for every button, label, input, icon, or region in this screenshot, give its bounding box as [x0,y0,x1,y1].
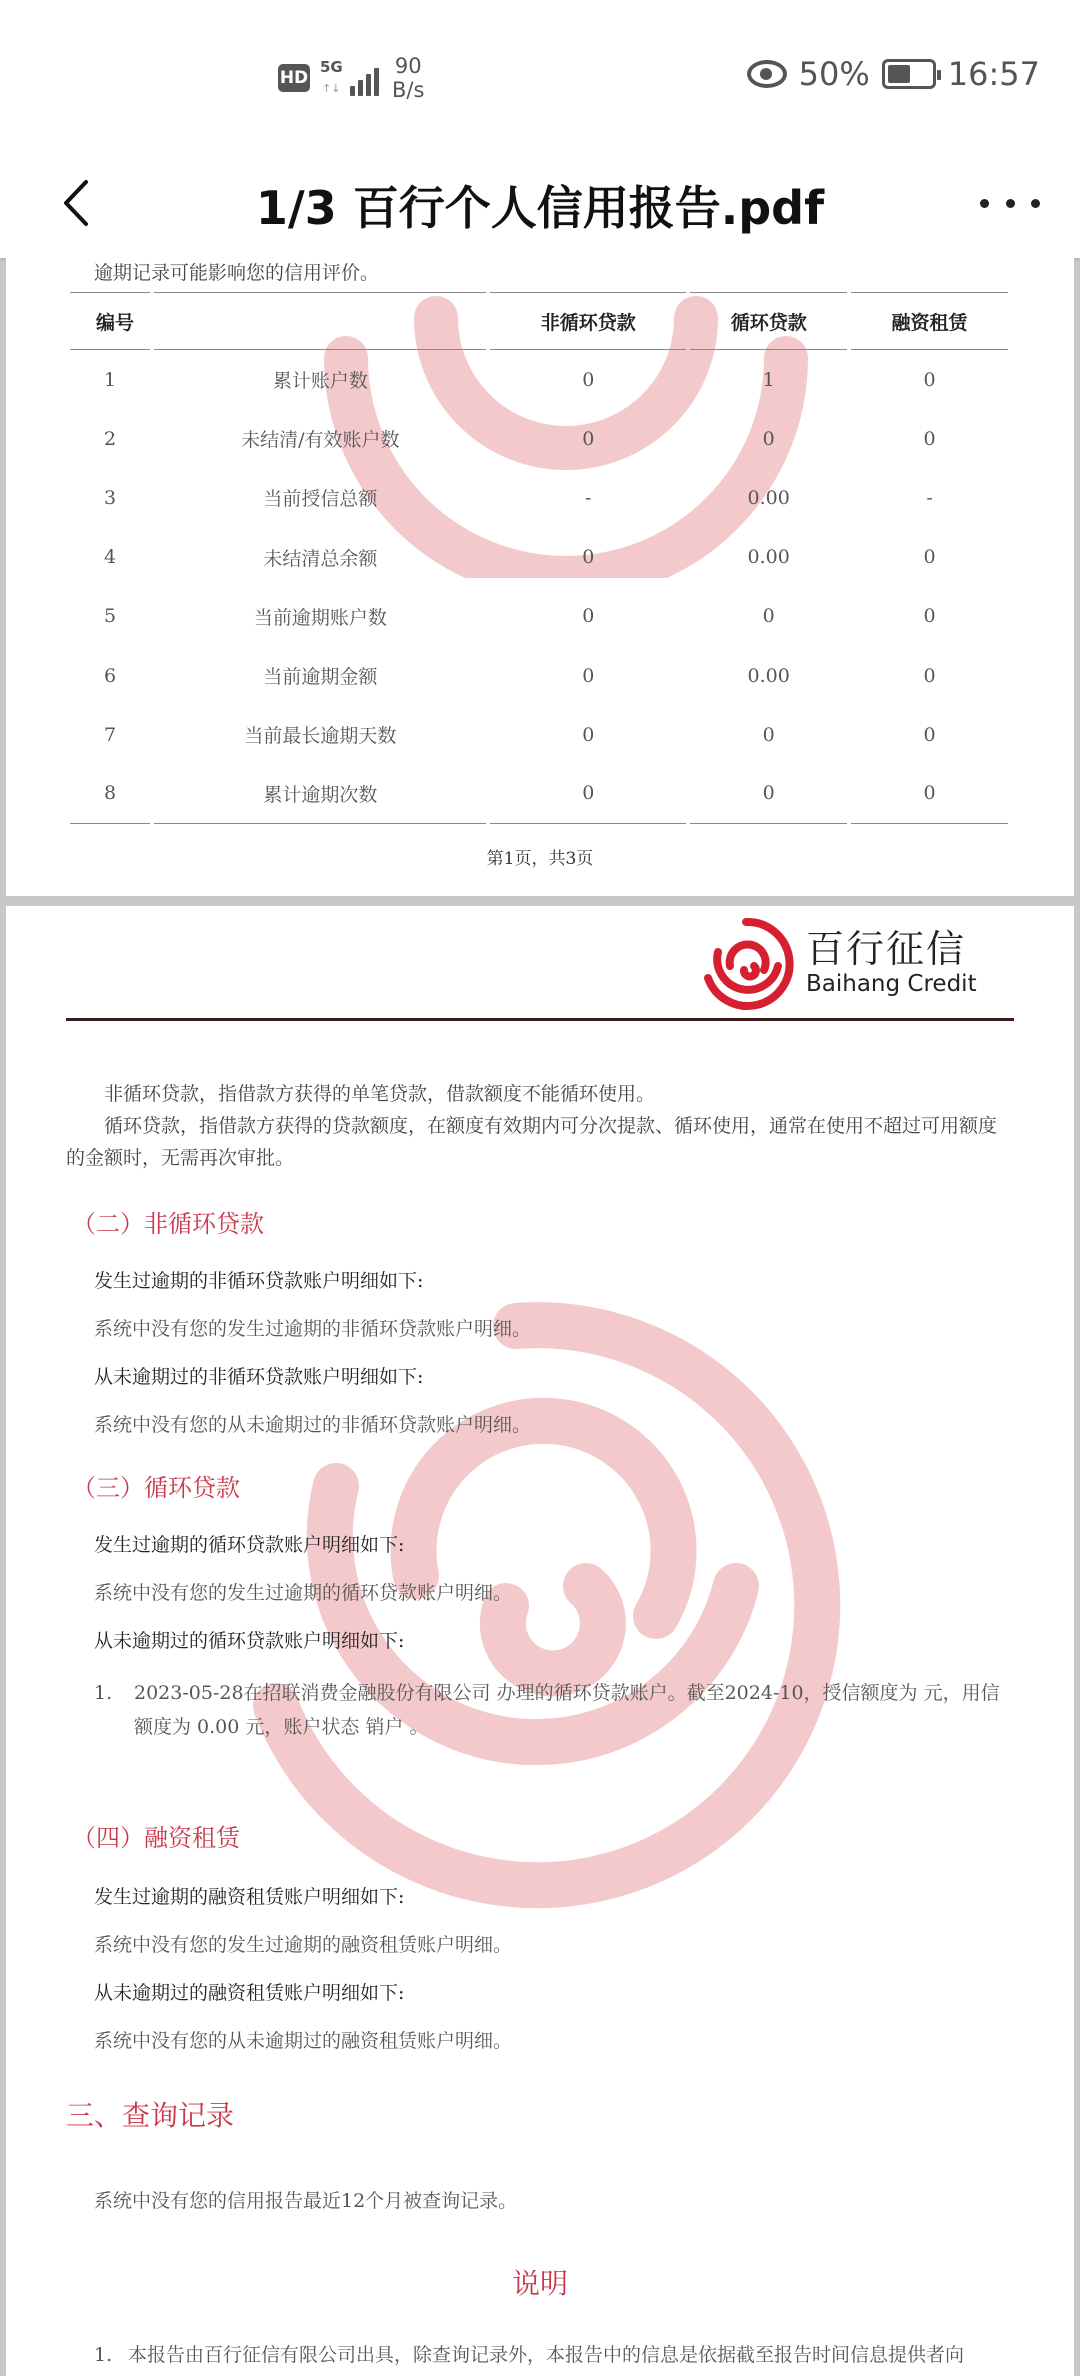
col-header-leasing: 融资租赁 [851,292,1008,350]
row-number: 3 [104,486,117,509]
non-revolving-never-overdue-text: 系统中没有您的从未逾期过的非循环贷款账户明细。 [94,1414,532,1436]
baihang-logo [698,914,977,1014]
row-number: 7 [104,723,117,746]
row-non-revolving: 0 [490,764,686,823]
battery-icon [882,59,936,89]
row-number: 8 [70,764,150,823]
col-header-item [154,292,486,350]
table-intro-text: 逾期记录可能影响您的信用评价。 [94,262,380,284]
table-row [70,409,1008,468]
revolving-overdue-text: 系统中没有您的发生过逾期的循环贷款账户明细。 [94,1582,513,1604]
heading-non-revolving: （二）非循环贷款 [72,1210,264,1238]
non-revolving-overdue-label: 发生过逾期的非循环贷款账户明细如下: [94,1270,424,1292]
table-row [70,587,1008,646]
leasing-overdue-label: 发生过逾期的融资租赁账户明细如下: [94,1886,405,1908]
pdf-page-2 [6,906,1074,2376]
table-row [70,764,1008,823]
table-row [70,528,1008,587]
row-non-revolving: 0 [582,427,595,450]
leasing-never-overdue-text: 系统中没有您的从未逾期过的融资租赁账户明细。 [94,2030,513,2052]
page-number-footer: 第1页，共3页 [486,849,594,869]
row-number: 4 [104,546,117,569]
heading-leasing: （四）融资租赁 [72,1824,240,1852]
row-revolving: 0 [690,764,847,823]
row-item: 当前逾期账户数 [253,606,387,629]
row-leasing: 0 [923,605,936,628]
title-bar [0,150,1080,258]
table-row [70,468,1008,527]
col-header-non-revolving: 非循环贷款 [490,292,686,350]
row-revolving: 0.00 [747,546,790,569]
non-revolving-overdue-text: 系统中没有您的发生过逾期的非循环贷款账户明细。 [94,1318,532,1340]
baihang-logo-icon [698,916,794,1012]
col-header-revolving: 循环贷款 [690,292,847,350]
eye-icon [747,60,787,88]
hd-badge: HD [278,64,310,92]
document-title: 1/3 百行个人信用报告.pdf [255,181,825,235]
row-non-revolving: 0 [582,368,595,391]
status-left [278,48,424,108]
row-non-revolving: - [585,486,592,509]
net-speed-value: 90 [394,54,422,78]
row-leasing: 0 [923,368,936,391]
clock: 16:57 [947,55,1040,93]
leasing-overdue-text: 系统中没有您的发生过逾期的融资租赁账户明细。 [94,1934,513,1956]
table-row [70,350,1008,409]
more-options-icon[interactable] [980,188,1040,218]
row-item: 累计逾期次数 [154,764,486,823]
list-item-number: 1. [94,1682,113,1704]
row-revolving: 0 [762,605,775,628]
net-speed-unit: B/s [392,78,425,102]
revolving-never-overdue-label: 从未逾期过的循环贷款账户明细如下: [94,1630,405,1652]
account-summary-table [66,292,1012,824]
row-non-revolving: 0 [582,605,595,628]
notes-item [86,2338,1006,2372]
col-header-number: 编号 [70,292,150,350]
heading-inquiry-records: 三、查询记录 [66,2099,235,2132]
status-bar [0,0,1080,150]
row-leasing: - [926,486,933,509]
row-revolving: 0.00 [747,486,790,509]
row-revolving: 0 [762,723,775,746]
row-number: 1 [104,368,117,391]
back-arrow-icon[interactable] [54,178,104,228]
logo-english-name: Baihang Credit [806,971,977,997]
row-leasing: 0 [923,664,936,687]
row-number: 2 [104,427,117,450]
row-item: 当前逾期金额 [263,666,378,689]
list-item-number: 1. [94,2344,113,2366]
notes-title: 说明 [511,2267,568,2300]
row-leasing: 0 [923,427,936,450]
table-row [70,646,1008,705]
row-item: 当前授信总额 [263,488,378,511]
row-leasing: 0 [923,723,936,746]
row-leasing: 0 [923,546,936,569]
logo-chinese-name: 百行征信 [806,927,967,971]
non-revolving-never-overdue-label: 从未逾期过的非循环贷款账户明细如下: [94,1366,424,1388]
row-revolving: 1 [762,368,775,391]
row-item: 累计账户数 [272,370,368,393]
status-right [747,52,1040,96]
heading-revolving: （三）循环贷款 [72,1474,240,1502]
header-divider [66,1018,1014,1021]
notes-item-text: 本报告由百行征信有限公司出具，除查询记录外，本报告中的信息是依据截至报告时间信息提供者向 [128,2344,965,2366]
net-speed [392,54,424,102]
network-type: 5G [320,58,343,76]
pdf-page-1 [6,258,1074,896]
signal-icon: 5G ↑↓ [320,56,382,100]
definition-revolving: 循环贷款，指借款方获得的贷款额度，在额度有效期内可分次提款、循环使用，通常在使用不超过可用额度的金额时，无需再次审批。 [66,1115,998,1169]
row-revolving: 0.00 [747,664,790,687]
inquiry-records-text: 系统中没有您的信用报告最近12个月被查询记录。 [94,2190,518,2212]
row-non-revolving: 0 [582,723,595,746]
revolving-overdue-label: 发生过逾期的循环贷款账户明细如下: [94,1534,405,1556]
definition-non-revolving: 非循环贷款，指借款方获得的单笔贷款，借款额度不能循环使用。 [104,1083,656,1105]
row-leasing: 0 [851,764,1008,823]
row-revolving: 0 [762,427,775,450]
table-row [70,705,1008,764]
row-non-revolving: 0 [582,664,595,687]
row-non-revolving: 0 [582,546,595,569]
battery-percent: 50% [798,55,870,93]
row-number: 5 [104,605,117,628]
row-number: 6 [104,664,117,687]
revolving-account-text: 2023-05-28在招联消费金融股份有限公司 办理的循环贷款账户。截至2024-10，授信额度为 元，用信额度为 0.00 元，账户状态 销户 。 [134,1682,1000,1738]
table-header-row [70,292,1008,350]
row-item: 未结清/有效账户数 [241,429,400,452]
revolving-account-item [86,1676,1006,1744]
row-item: 当前最长逾期天数 [244,725,397,748]
leasing-never-overdue-label: 从未逾期过的融资租赁账户明细如下: [94,1982,405,2004]
row-item: 未结清总余额 [263,547,378,570]
